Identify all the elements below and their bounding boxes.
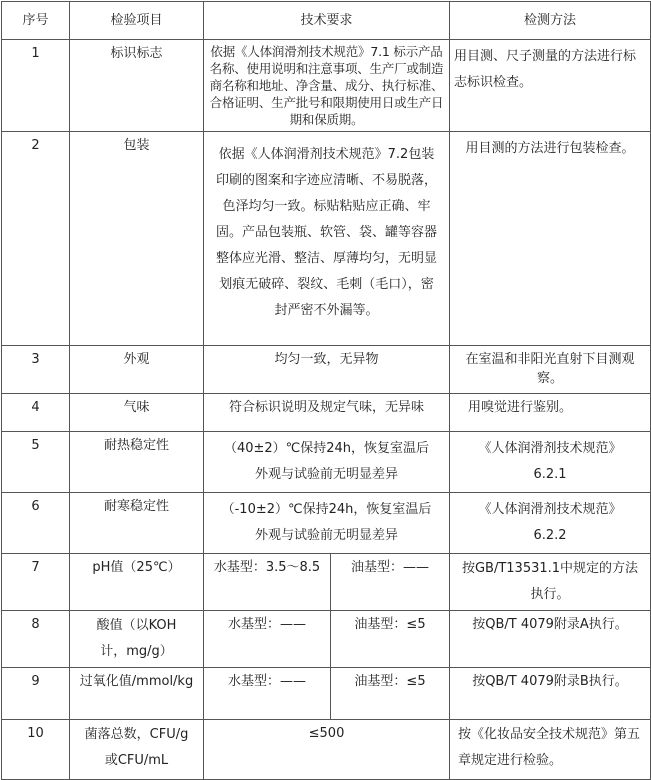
row-method: 按QB/T 4079附录B执行。	[450, 668, 651, 720]
table-row	[2, 720, 651, 780]
row-number: 3	[2, 346, 70, 394]
row-requirement-oil: 油基型：≤5	[331, 611, 450, 668]
table-row	[2, 554, 651, 611]
table-row	[2, 40, 651, 132]
row-method: 用目测、尺子测量的方法进行标志标识检查。	[450, 40, 651, 132]
row-item: 气味	[70, 394, 204, 432]
row-requirement-water: 水基型：——	[204, 668, 331, 720]
row-item: 外观	[70, 346, 204, 394]
table-row	[2, 432, 651, 493]
row-requirement: ≤500	[204, 720, 450, 780]
row-method: 按GB/T13531.1中规定的方法执行。	[450, 554, 651, 611]
header-item: 检验项目	[70, 2, 204, 40]
row-method: 《人体润滑剂技术规范》6.2.2	[450, 493, 651, 554]
table-row	[2, 346, 651, 394]
table-row	[2, 132, 651, 346]
table-row	[2, 394, 651, 432]
row-number: 9	[2, 668, 70, 720]
row-requirement-oil: 油基型：≤5	[331, 668, 450, 720]
row-item: 包装	[70, 132, 204, 346]
row-requirement: （40±2）℃保持24h，恢复室温后外观与试验前无明显差异	[204, 432, 450, 493]
row-requirement-water: 水基型：3.5～8.5	[204, 554, 331, 611]
row-method: 《人体润滑剂技术规范》6.2.1	[450, 432, 651, 493]
row-item: 耐寒稳定性	[70, 493, 204, 554]
header-requirement: 技术要求	[204, 2, 450, 40]
row-item: 标识标志	[70, 40, 204, 132]
row-requirement: 符合标识说明及规定气味，无异味	[204, 394, 450, 432]
row-method: 用目测的方法进行包装检查。	[450, 132, 651, 346]
row-item: 菌落总数，CFU/g或CFU/mL	[70, 720, 204, 780]
row-number: 2	[2, 132, 70, 346]
row-method: 用嗅觉进行鉴别。	[450, 394, 651, 432]
row-requirement: 依据《人体润滑剂技术规范》7.2包装印刷的图案和字迹应清晰、不易脱落，色泽均匀一致。标贴粘贴应正确、牢固。产品包装瓶、软管、袋、罐等容器整体应光滑、整洁、厚薄均匀，无明显划痕无破碎、裂纹、毛刺（毛口），密封严密不外漏等。	[204, 132, 450, 346]
row-number: 4	[2, 394, 70, 432]
row-number: 8	[2, 611, 70, 668]
table-row	[2, 493, 651, 554]
header-method: 检测方法	[450, 2, 651, 40]
table-header-row	[2, 2, 651, 40]
row-method: 在室温和非阳光直射下目测观察。	[450, 346, 651, 394]
row-requirement-oil: 油基型：——	[331, 554, 450, 611]
row-item: 过氧化值/mmol/kg	[70, 668, 204, 720]
row-method: 按《化妆品安全技术规范》第五章规定进行检验。	[450, 720, 651, 780]
row-item: 酸值（以KOH计，mg/g）	[70, 611, 204, 668]
inspection-table	[1, 1, 651, 780]
table-row	[2, 668, 651, 720]
row-requirement-water: 水基型：——	[204, 611, 331, 668]
row-item: pH值（25℃）	[70, 554, 204, 611]
table-row	[2, 611, 651, 668]
row-requirement: 依据《人体润滑剂技术规范》7.1 标示产品名称、使用说明和注意事项、生产厂或制造商名称和地址、净含量、成分、执行标准、合格证明、生产批号和限期使用日或生产日期和保质期。	[204, 40, 450, 132]
row-number: 7	[2, 554, 70, 611]
row-number: 10	[2, 720, 70, 780]
row-method: 按QB/T 4079附录A执行。	[450, 611, 651, 668]
row-number: 5	[2, 432, 70, 493]
row-requirement: 均匀一致，无异物	[204, 346, 450, 394]
row-item: 耐热稳定性	[70, 432, 204, 493]
row-number: 1	[2, 40, 70, 132]
row-number: 6	[2, 493, 70, 554]
header-number: 序号	[2, 2, 70, 40]
row-requirement: （-10±2）℃保持24h，恢复室温后外观与试验前无明显差异	[204, 493, 450, 554]
